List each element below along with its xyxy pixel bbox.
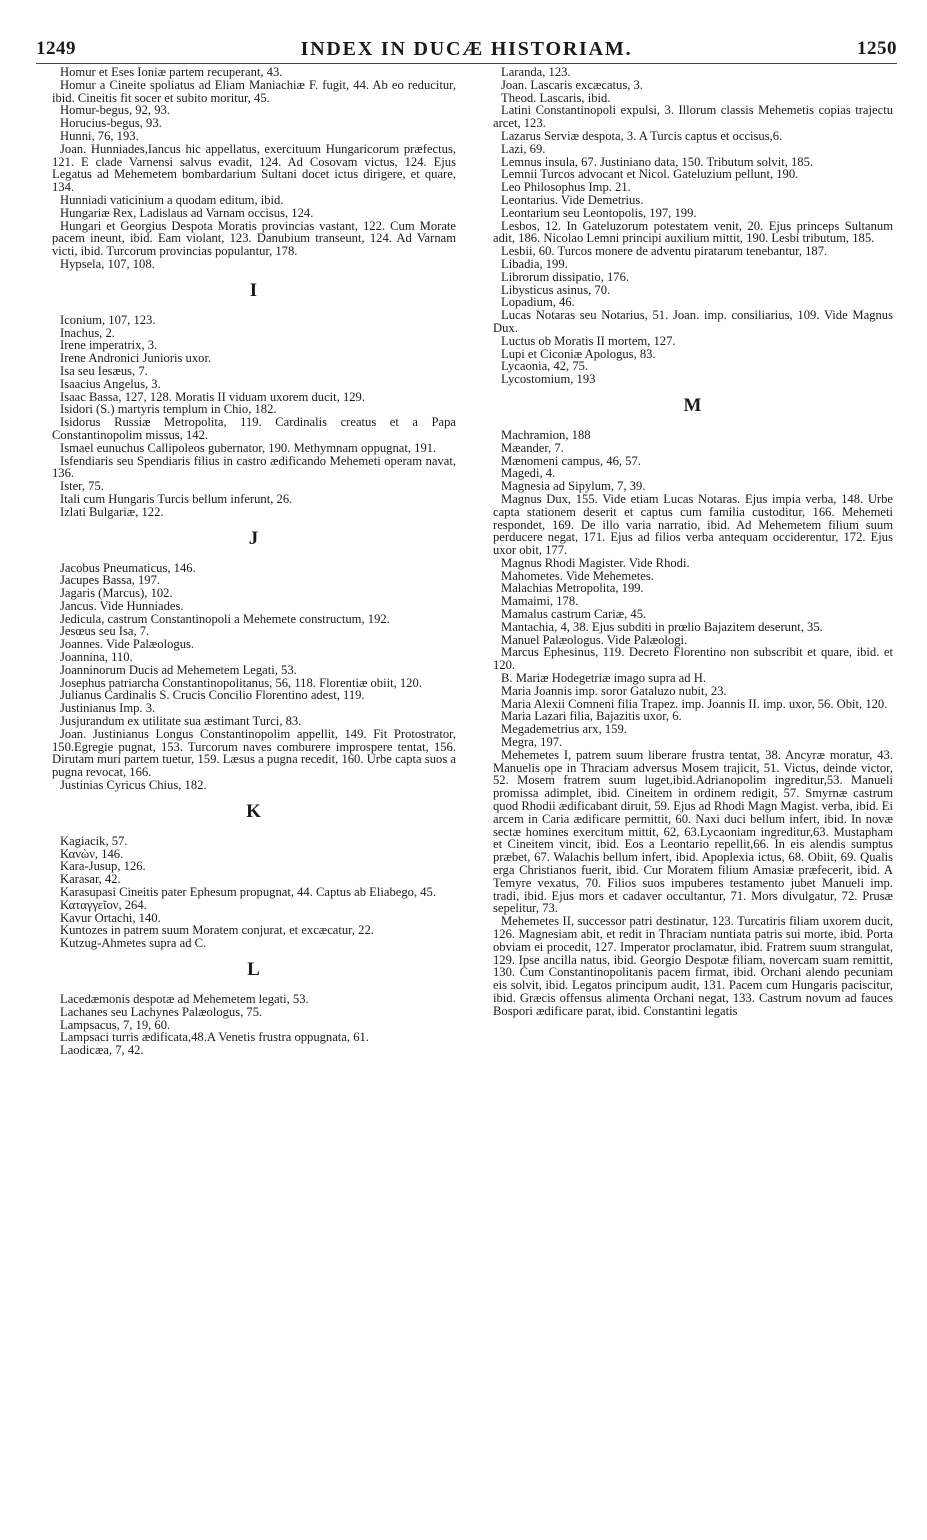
- index-entry: Inachus, 2.: [60, 325, 115, 340]
- index-entry: Maria Joannis imp. soror Gataluzo nubit, 23.: [501, 683, 727, 698]
- index-entry: Mehemetes II, successor patri destinatur, 123. Turcatiris filiam uxorem ducit, 126. Magnesiam abit, et redit in Thraciam nuntiata patris sui morte, ibid. Porta obviam ei procedit, 127. Imperator proclamatur, ibid. Fratrem suum strangulat, 129. Ipse ancilla natus, ibid. Georgio Despotæ filiam, novercam suam remittit, 130. Cum Constantinopolitanis pacem firmat, ibid. Orchani alendo pecuniam eis solvit, ibid. Legatos principum audit, 131. Pacem cum Hungaris paciscitur, ibid. Græcis offensus alimenta Orchani negat, 133. Castrum novum ad fauces Bospori ædificare parat, ibid. Constantini legatis: [493, 914, 893, 1018]
- section-letter: I: [249, 279, 259, 301]
- left-column: [52, 66, 456, 1057]
- index-entry: Lycaonia, 42, 75.: [501, 359, 589, 374]
- section-letter: L: [247, 959, 261, 981]
- header-rule: [36, 63, 897, 64]
- index-entry: Magnus Rhodi Magister. Vide Rhodi.: [501, 555, 690, 570]
- index-entry: Isaacius Angelus, 3.: [60, 376, 161, 391]
- index-entry: Jusjurandum ex utilitate sua æstimant Turci, 83.: [60, 714, 302, 729]
- section-letter: J: [248, 527, 260, 549]
- index-entry: Kuntozes in patrem suum Moratem conjurat, et excæcatur, 22.: [60, 923, 374, 938]
- index-entry: Joannina, 110.: [60, 650, 133, 665]
- index-entry: Homur-begus, 92, 93.: [60, 103, 170, 118]
- index-entry: Lachanes seu Lachynes Palæologus, 75.: [60, 1004, 263, 1019]
- index-entry: Lesbos, 12. In Gateluzorum potestatem venit, 20. Ejus princeps Sultanum adit, 186. Nicolao Lemni principi auxilium mittit, 190. Lesbi tributum, 185.: [493, 218, 893, 246]
- index-entry: Lazarus Serviæ despota, 3. A Turcis captus et occisus,6.: [501, 128, 783, 143]
- index-entry: Julianus Cardinalis S. Crucis Concilio Florentino adest, 119.: [60, 688, 365, 703]
- index-entry: Hungari et Georgius Despota Moratis provincias vastant, 122. Cum Morate pacem ineunt, ibid. Eam violant, 123. Danubium transeunt, 124. Ad Varnam victi, ibid. Turcorum provincias populantur, 178.: [52, 218, 456, 259]
- index-entry: Magedi, 4.: [501, 466, 556, 481]
- index-entry: Isa seu Iesæus, 7.: [60, 363, 148, 378]
- index-entry: Mænomeni campus, 46, 57.: [501, 453, 641, 468]
- index-entry: Magnesia ad Sipylum, 7, 39.: [501, 479, 646, 494]
- index-entry: Karasupasi Cineitis pater Ephesum propugnat, 44. Captus ab Eliabego, 45.: [60, 885, 436, 900]
- index-entry: Libadia, 199.: [501, 256, 568, 271]
- index-entry: Horucius-begus, 93.: [60, 116, 162, 131]
- page-header: [36, 36, 897, 62]
- index-entry: Megademetrius arx, 159.: [501, 722, 627, 737]
- index-entry: Καταγγεῖον, 264.: [60, 897, 147, 912]
- index-entry: Lupi et Ciconiæ Apologus, 83.: [501, 346, 656, 361]
- index-entry: Isidori (S.) martyris templum in Chio, 182.: [60, 402, 277, 417]
- index-entry: Isfendiaris seu Spendiaris filius in castro ædificando Mehemeti operam navat, 136.: [52, 453, 456, 481]
- index-entry: Hunniadi vaticinium a quodam editum, ibid.: [60, 192, 284, 207]
- index-entry: Lemnii Turcos advocant et Nicol. Gateluzium pellunt, 190.: [501, 167, 799, 182]
- index-entry: Lemnus insula, 67. Justiniano data, 150. Tributum solvit, 185.: [501, 154, 814, 169]
- index-entry: Karasar, 42.: [60, 872, 121, 887]
- index-entry: Lacedæmonis despotæ ad Mehemetem legati, 53.: [60, 992, 309, 1007]
- index-entry: Mehemetes I, patrem suum liberare frustra tentat, 38. Ancyræ moratur, 43. Manuelis ope in Thraciam adversus Mosem trajicit, 51. Victus, deinde victor, 52. Mosem fratrem suum luget,ibid.Adrianopolim ingreditur,53. Manueli promissa adimplet, ibid. Cineitem in ordinem redigit, 57. Smyrnæ castrum quod Rhodii ædificabant diruit, 59. Ejus ad Rhodi Magn Magist. verba, ibid. Ei arcem in Caria ædificare permittit, 60. Naxi duci bellum infert, ibid. In novæ sectæ homines exercitum mittit, 62, 63.Lycaoniam ingreditur,63. Mustapham et Cineitem vincit, ibid. Eos a Leontario repellit,66. In eis alendis sumptus præbet, 67. Walachis bellum infert, ibid. Apoplexia ictus, 68. Obiit, 69. Qualis erga Christianos fuerit, ibid. Cur Moratem filium Amasiæ præfecerit, ibid. A Temyre vexatus, 70. Filios suos impuberes testamento jubet Manueli imp. tradi, ibid. Ejus mors et cadaver occultantur, 71. Mors divulgatur, 72. Prusæ sepelitur, 73.: [493, 747, 893, 916]
- index-entry: Joanninorum Ducis ad Mehemetem Legati, 53.: [60, 662, 297, 677]
- index-entry: Lazi, 69.: [501, 141, 546, 156]
- index-entry: Izlati Bulgariæ, 122.: [60, 504, 164, 519]
- index-entry: Isidorus Russiæ Metropolita, 119. Cardinalis creatus et a Papa Constantinopolim missus, 142.: [52, 415, 456, 442]
- index-entry: Irene imperatrix, 3.: [60, 338, 158, 353]
- index-entry: Kara-Jusup, 126.: [60, 859, 146, 874]
- index-entry: Jesœus seu Isa, 7.: [60, 624, 150, 639]
- index-entry: Laranda, 123.: [501, 65, 571, 79]
- index-entry: Jancus. Vide Hunniades.: [60, 598, 184, 613]
- index-entry: Joan. Lascaris excæcatus, 3.: [501, 77, 643, 92]
- index-entry: Machramion, 188: [501, 427, 591, 442]
- right-column: [493, 66, 893, 1018]
- index-entry: Hunni, 76, 193.: [60, 128, 139, 143]
- index-entry: Latini Constantinopoli expulsi, 3. Illorum classis Mehemetis copias trajectu arcet, 123.: [493, 103, 893, 131]
- index-entry: Maria Lazari filia, Bajazitis uxor, 6.: [501, 709, 682, 724]
- index-entry: Leontarium seu Leontopolis, 197, 199.: [501, 205, 697, 220]
- index-entry: Justinianus Imp. 3.: [60, 701, 156, 716]
- index-entry: Joan. Hunniades,Iancus hic appellatus, exercituum Hungaricorum præfectus, 121. E clade Varnensi salvus evadit, 124. Ad Cosovam victus, 124. Ejus Legatus ad Mehemetem bombardarium Sultani docet ictus dirigere, et quare, 134.: [52, 141, 456, 195]
- index-entry: Manuel Palæologus. Vide Palæologi.: [501, 632, 688, 647]
- index-entry: Kutzug-Ahmetes supra ad C.: [60, 936, 207, 951]
- index-entry: Kagiacik, 57.: [60, 833, 128, 848]
- index-entry: Marcus Ephesinus, 119. Decreto Florentino non subscribit et quare, ibid. et 120.: [493, 645, 893, 673]
- index-entry: Laodicæa, 7, 42.: [60, 1043, 144, 1058]
- index-entry: Κανὼν, 146.: [60, 846, 124, 861]
- section-letter: M: [683, 394, 703, 416]
- index-entry: Itali cum Hungaris Turcis bellum inferunt, 26.: [60, 491, 293, 506]
- index-entry: Leontarius. Vide Demetrius.: [501, 192, 644, 207]
- index-entry: Libysticus asinus, 70.: [501, 282, 611, 297]
- index-entry: Megra, 197.: [501, 735, 563, 750]
- index-entry: Leo Philosophus Imp. 21.: [501, 180, 631, 195]
- index-entry: Lampsaci turris ædificata,48.A Venetis frustra oppugnata, 61.: [60, 1030, 369, 1045]
- index-entry: Maria Alexii Comneni filia Trapez. imp. Joannis II. imp. uxor, 56. Obit, 120.: [501, 696, 888, 711]
- index-entry: B. Mariæ Hodegetriæ imago supra ad H.: [501, 671, 706, 686]
- index-entry: Mahometes. Vide Mehemetes.: [501, 568, 654, 583]
- index-entry: Jacobus Pneumaticus, 146.: [60, 560, 196, 575]
- left-page-number: 1249: [36, 38, 76, 59]
- index-entry: Lesbii, 60. Turcos monere de adventu piratarum tenebantur, 187.: [501, 244, 828, 259]
- index-entry: Lucas Notaras seu Notarius, 51. Joan. imp. consiliarius, 109. Vide Magnus Dux.: [493, 308, 893, 335]
- index-entry: Magnus Dux, 155. Vide etiam Lucas Notaras. Ejus impia verba, 148. Urbe capta stationem deserit et captus cum familia custoditur, 166. Mehemeti respondet, 169. De illo varia narratio, ibid. Ad Mehemetem filium suum perducere negat, 171. Ejus ad filios verba antequam occiderentur, 172. Ejus uxor obit, 177.: [493, 491, 893, 558]
- index-entry: Ismael eunuchus Callipoleos gubernator, 190. Methymnam oppugnat, 191.: [60, 440, 437, 455]
- index-entry: Kavur Ortachi, 140.: [60, 910, 161, 925]
- index-entry: Hungariæ Rex, Ladislaus ad Varnam occisus, 124.: [60, 205, 314, 220]
- index-entry: Joan. Justinianus Longus Constantinopolim appellit, 149. Fit Protostrator, 150.Egregie pugnat, 153. Turcorum naves comburere improspere tentat, 156. Dirutam muri partem tuetur, 159. Læsus a pugna recedit, 160. Urbe capta suos a pugna revocat, 166.: [52, 726, 456, 780]
- index-entry: Luctus ob Moratis II mortem, 127.: [501, 333, 676, 348]
- index-entry: Hypsela, 107, 108.: [60, 256, 155, 271]
- index-entry: Librorum dissipatio, 176.: [501, 269, 630, 284]
- index-entry: Mæander, 7.: [501, 440, 564, 455]
- index-entry: Lampsacus, 7, 19, 60.: [60, 1017, 171, 1032]
- index-entry: Isaac Bassa, 127, 128. Moratis II viduam uxorem ducit, 129.: [60, 389, 365, 404]
- index-entry: Josephus patriarcha Constantinopolitanus, 56, 118. Florentiæ obiit, 120.: [60, 675, 422, 690]
- index-entry: Mamalus castrum Cariæ, 45.: [501, 607, 647, 622]
- index-entry: Jacupes Bassa, 197.: [60, 573, 161, 588]
- index-entry: Iconium, 107, 123.: [60, 312, 156, 327]
- section-letter: K: [246, 800, 262, 822]
- index-entry: Theod. Lascaris, ibid.: [501, 90, 611, 105]
- index-entry: Jedicula, castrum Constantinopoli a Mehemete constructum, 192.: [60, 611, 390, 626]
- right-page-number: 1250: [856, 38, 897, 59]
- index-entry: Homur et Eses Ioniæ partem recuperant, 43.: [60, 65, 283, 79]
- index-entry: Ister, 75.: [60, 479, 104, 494]
- index-entry: Lopadium, 46.: [501, 295, 575, 310]
- index-entry: Jagaris (Marcus), 102.: [60, 586, 173, 601]
- running-title: INDEX IN DUCÆ HISTORIAM.: [300, 37, 633, 60]
- index-entry: Joannes. Vide Palæologus.: [60, 637, 195, 652]
- index-entry: Irene Andronici Junioris uxor.: [60, 351, 212, 366]
- index-entry: Mamaimi, 178.: [501, 594, 579, 609]
- index-entry: Justinias Cyricus Chius, 182.: [60, 778, 207, 793]
- index-entry: Homur a Cineite spoliatus ad Eliam Maniachiæ F. fugit, 44. Ab eo reducitur, ibid. Cineitis fit socer et subito moritur, 45.: [52, 77, 456, 105]
- index-entry: Malachias Metropolita, 199.: [501, 581, 644, 596]
- index-entry: Mantachia, 4, 38. Ejus subditi in prœlio Bajazitem deserunt, 35.: [501, 619, 823, 634]
- index-entry: Lycostomium, 193: [501, 372, 596, 387]
